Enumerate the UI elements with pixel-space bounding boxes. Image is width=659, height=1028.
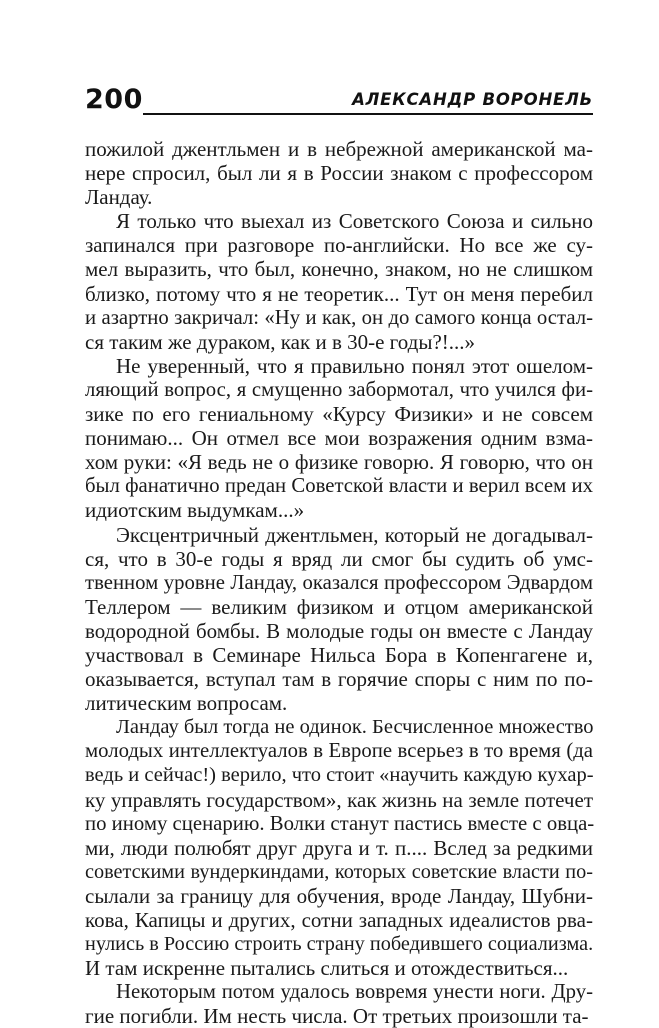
text-line: по иному сценарию. Волки станут пастись вместе с овца-: [85, 812, 595, 835]
text-line: Некоторым потом удалось вовремя унести ноги. Дру-: [116, 981, 593, 1004]
text-line: Ландау.: [85, 185, 153, 210]
page-number: 200: [85, 84, 143, 115]
text-line: молодых интеллектуалов в Европе всерьез в то время (да: [85, 740, 593, 763]
text-line: близко, потому что я не теоретик... Тут он меня перебил: [85, 281, 593, 306]
text-line: ся, что в 30-е годы я вряд ли смог бы судить об умс-: [85, 546, 593, 571]
text-line: пожилой джентльмен и в небрежной американской ма-: [85, 137, 593, 161]
text-line: был фанатично предан Советской власти и верил всем их: [85, 475, 593, 498]
paragraph: [85, 715, 593, 980]
text-line: кова, Капицы и других, сотни западных идеалистов рва-: [85, 908, 593, 932]
text-line: ся таким же дураком, как и в 30-е годы?!...»: [85, 329, 476, 354]
text-line: Ландау был тогда не одинок. Бесчисленное множество: [116, 716, 594, 739]
text-line: литическим вопросам.: [85, 691, 288, 716]
paragraph: [85, 980, 593, 1028]
body-text: [85, 137, 593, 1028]
text-line: Не уверенный, что я правильно понял этот ошелом-: [116, 353, 593, 378]
paragraph: [85, 137, 593, 209]
text-line: мел выразить, что был, конечно, знаком, но не слишком: [85, 257, 593, 282]
text-line: запинался при разговоре по-английски. Но все же су-: [85, 233, 593, 258]
text-line: Эксцентричный джентльмен, который не догадывал-: [116, 522, 593, 547]
text-line: ляющий вопрос, я смущенно забормотал, что учился фи-: [85, 378, 593, 401]
paragraph: [85, 209, 593, 354]
text-line: Я только что выехал из Советского Союза и сильно: [116, 209, 593, 234]
running-head-author: АЛЕКСАНДР ВОРОНЕЛЬ: [352, 90, 593, 109]
paragraph: [85, 523, 593, 716]
text-line: сылали за границу для обучения, вроде Ландау, Шубни-: [85, 883, 593, 908]
paragraph: [85, 354, 593, 523]
text-line: идиотским выдумкам...»: [85, 498, 305, 523]
text-line: твенном уровне Ландау, оказался профессором Эдвардом: [85, 571, 593, 594]
text-line: зике по его гениальному «Курсу Физики» и не совсем: [85, 402, 593, 427]
page-header: [85, 82, 593, 122]
text-line: участвовал в Семинаре Нильса Бора в Копенгагене и,: [85, 642, 593, 667]
text-line: ведь и сейчас!) верило, что стоит «научить каждую кухар-: [85, 764, 594, 787]
text-line: понимаю... Он отмел все мои возражения одним взма-: [85, 426, 593, 451]
text-line: хом руки: «Я ведь не о физике говорю. Я говорю, что он: [85, 450, 593, 475]
text-line: Теллером — великим физиком и отцом американской: [85, 594, 593, 619]
text-line: советскими вундеркиндами, которых советские власти по-: [85, 860, 593, 883]
text-line: оказывается, вступал там в горячие споры с ним по по-: [85, 667, 593, 692]
text-line: ми, люди полюбят друг друга и т. п.... Вслед за редкими: [85, 835, 593, 860]
text-line: водородной бомбы. В молодые годы он вместе с Ландау: [85, 618, 593, 643]
text-line: И там искренне пытались слиться и отождествиться...: [85, 956, 569, 981]
text-line: нулись в Россию строить страну победившего социализма.: [85, 933, 594, 956]
text-line: ку управлять государством», как жизнь на земле потечет: [85, 787, 593, 812]
text-line: нере спросил, был ли я в России знаком с профессором: [85, 161, 593, 186]
header-rule: [143, 113, 593, 115]
text-line: и азартно закричал: «Ну и как, он до самого конца остал-: [85, 306, 593, 329]
text-line: гие погибли. Им несть числа. От третьих произошли та-: [85, 1004, 589, 1028]
